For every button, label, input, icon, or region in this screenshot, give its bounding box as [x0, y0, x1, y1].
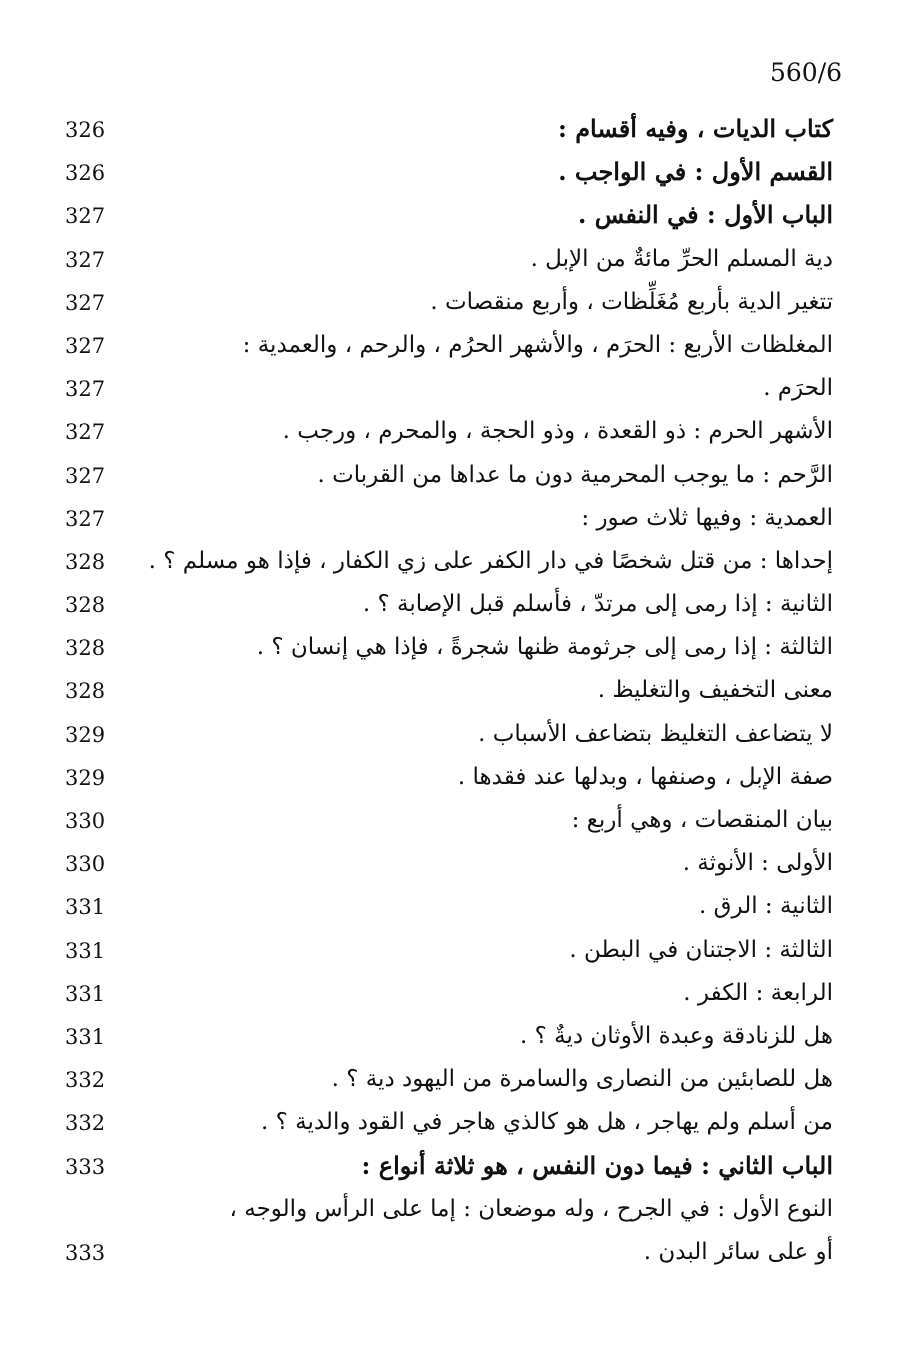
toc-page-number: 332	[65, 1111, 106, 1136]
toc-entry-title: الثانية : إذا رمى إلى مرتدّ ، فأسلم قبل الإصابة ؟ .	[362, 591, 833, 618]
toc-entry	[0, 626, 916, 669]
toc-entry	[0, 108, 916, 151]
toc-entry-title: الثالثة : الاجتنان في البطن .	[569, 936, 833, 963]
toc-entry-title: من أسلم ولم يهاجر ، هل هو كالذي هاجر في القود والدية ؟ .	[260, 1109, 833, 1136]
toc-page-number: 327	[65, 377, 106, 402]
toc-entry	[0, 497, 916, 540]
toc-entry	[0, 1015, 916, 1058]
toc-entry	[0, 929, 916, 972]
toc-entry	[0, 1188, 916, 1231]
toc-entry	[0, 885, 916, 928]
toc-entry	[0, 583, 916, 626]
toc-entry	[0, 324, 916, 367]
page-number: 560/6	[770, 58, 843, 87]
toc-entry-title: صفة الإبل ، وصنفها ، وبدلها عند فقدها .	[457, 763, 833, 790]
toc-entry	[0, 540, 916, 583]
toc-entry	[0, 972, 916, 1015]
toc-entry	[0, 238, 916, 281]
toc-entry-title: الثالثة : إذا رمى إلى جرثومة ظنها شجرةً ، فإذا هي إنسان ؟ .	[256, 634, 833, 661]
toc-page-number: 326	[65, 118, 106, 142]
toc-page-number: 333	[65, 1240, 106, 1265]
toc-entry	[0, 842, 916, 885]
toc-entry-title: تتغير الدية بأربع مُغَلِّظات ، وأربع منقصات .	[430, 288, 833, 315]
toc-entry	[0, 151, 916, 194]
toc-entry-title: هل للزنادقة وعبدة الأوثان ديةٌ ؟ .	[519, 1022, 833, 1049]
toc-page-number: 328	[65, 636, 106, 661]
toc-page-number: 327	[65, 420, 106, 445]
toc-entry	[0, 194, 916, 237]
toc-entry	[0, 367, 916, 410]
toc-page-number: 327	[65, 247, 106, 272]
toc-page-number: 331	[65, 938, 106, 963]
toc-entry-title: المغلظات الأربع : الحرَم ، والأشهر الحرُم ، والرحم ، والعمدية :	[242, 331, 833, 358]
toc-entry-title: دية المسلم الحرِّ مائةٌ من الإبل .	[530, 245, 833, 272]
toc-entry-title: النوع الأول : في الجرح ، وله موضعان : إما على الرأس والوجه ،	[229, 1195, 833, 1222]
toc-entry	[0, 454, 916, 497]
toc-page-number: 327	[65, 506, 106, 531]
toc-entry	[0, 1058, 916, 1101]
toc-page-number: 329	[65, 765, 106, 790]
toc-entry-title: العمدية : وفيها ثلاث صور :	[581, 504, 833, 531]
toc-entry-title: معنى التخفيف والتغليظ .	[597, 677, 833, 704]
toc-heading: الباب الأول : في النفس .	[578, 200, 833, 230]
toc-entry-title: إحداها : من قتل شخصًا في دار الكفر على زي الكفار ، فإذا هو مسلم ؟ .	[148, 547, 833, 574]
toc-page-number: 327	[65, 290, 106, 315]
table-of-contents	[0, 108, 916, 1274]
toc-entry-title: الرابعة : الكفر .	[683, 979, 833, 1006]
toc-entry-title: هل للصابئين من النصارى والسامرة من اليهود دية ؟ .	[331, 1066, 833, 1093]
toc-entry-title: أو على سائر البدن .	[643, 1238, 833, 1265]
toc-heading: كتاب الديات ، وفيه أقسام :	[557, 114, 833, 143]
toc-entry	[0, 281, 916, 324]
toc-entry-title: الأولى : الأنوثة .	[682, 850, 833, 877]
toc-page-number: 331	[65, 895, 106, 920]
toc-page-number: 330	[65, 852, 106, 877]
toc-heading: الباب الثاني : فيما دون النفس ، هو ثلاثة أنواع :	[361, 1150, 833, 1180]
toc-page-number: 328	[65, 679, 106, 704]
toc-page-number: 328	[65, 593, 106, 618]
toc-entry	[0, 410, 916, 453]
toc-page-number: 327	[65, 463, 106, 488]
toc-page-number: 332	[65, 1068, 106, 1093]
toc-heading: القسم الأول : في الواجب .	[558, 157, 833, 187]
toc-page-number: 327	[65, 333, 106, 358]
toc-page-number: 333	[65, 1154, 106, 1179]
toc-page-number: 331	[65, 1024, 106, 1049]
toc-entry	[0, 713, 916, 756]
toc-page-number: 326	[65, 161, 106, 186]
toc-entry-title: الرَّحم : ما يوجب المحرمية دون ما عداها من القربات .	[317, 461, 833, 488]
toc-entry-title: لا يتضاعف التغليظ بتضاعف الأسباب .	[478, 720, 833, 747]
toc-page-number: 329	[65, 722, 106, 747]
toc-entry-title: بيان المنقصات ، وهي أربع :	[571, 807, 833, 833]
toc-entry-title: الثانية : الرق .	[699, 893, 833, 920]
toc-entry	[0, 1231, 916, 1274]
toc-page-number: 327	[65, 204, 106, 229]
toc-entry	[0, 756, 916, 799]
toc-page-number: 328	[65, 549, 106, 574]
toc-page-number: 331	[65, 981, 106, 1006]
toc-entry	[0, 1145, 916, 1188]
toc-entry	[0, 669, 916, 712]
toc-entry-title: الأشهر الحرم : ذو القعدة ، وذو الحجة ، والمحرم ، ورجب .	[282, 418, 833, 445]
toc-entry	[0, 799, 916, 842]
toc-entry-title: الحرَم .	[763, 375, 833, 402]
toc-page-number: 330	[65, 809, 106, 833]
toc-entry	[0, 1101, 916, 1144]
